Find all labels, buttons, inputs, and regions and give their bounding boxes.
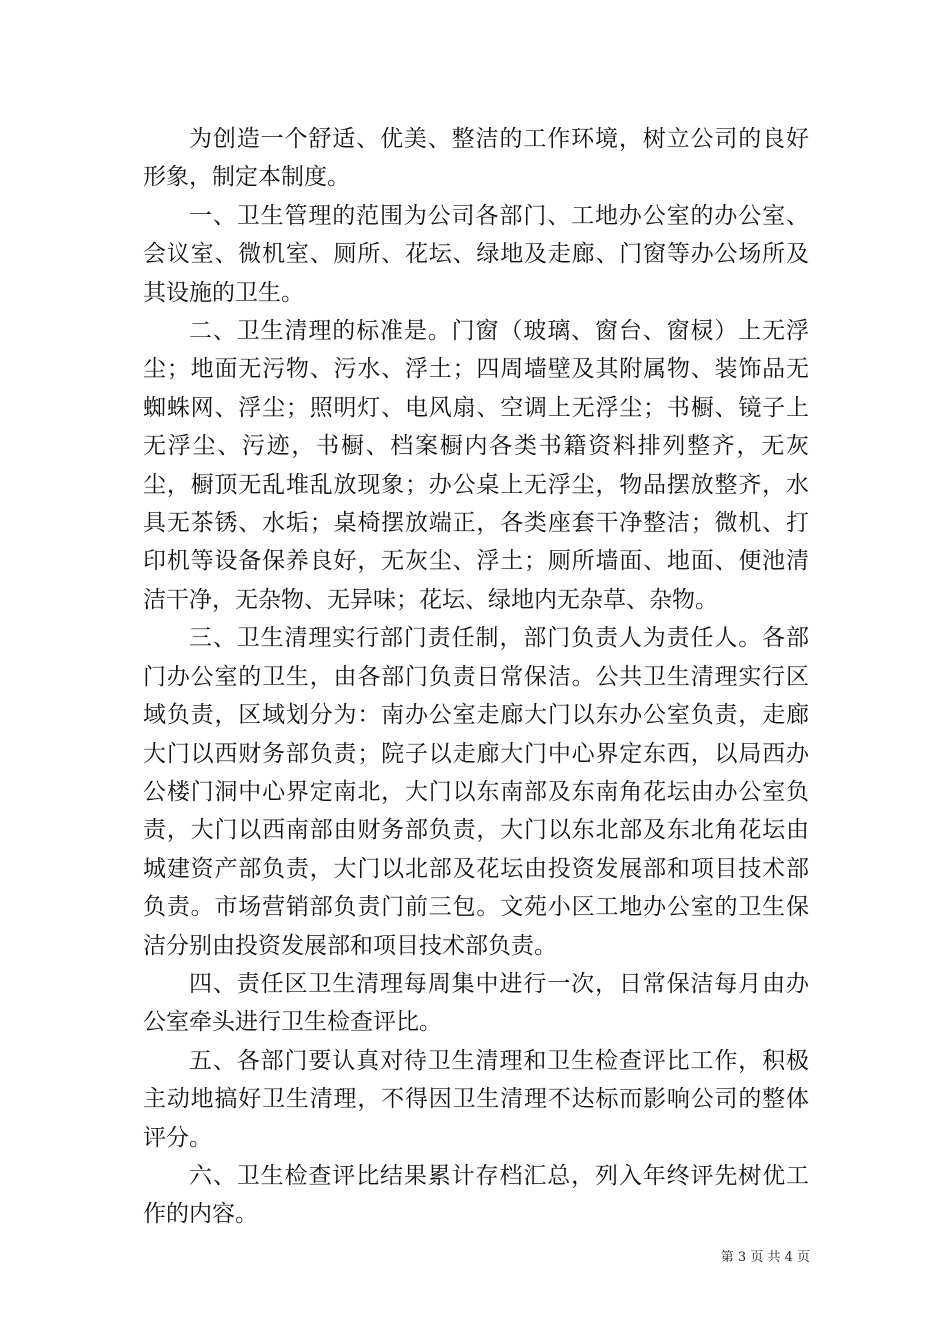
paragraph-schedule: 四、责任区卫生清理每周集中进行一次，日常保洁每月由办公室牵头进行卫生检查评比。 bbox=[143, 970, 809, 1036]
paragraph-scope: 一、卫生管理的范围为公司各部门、工地办公室的办公室、会议室、微机室、厕所、花坛、绿地及走廊、门窗等办公场所及其设施的卫生。 bbox=[143, 202, 809, 306]
page-number-footer: 第 3 页 共 4 页 bbox=[720, 1250, 810, 1265]
document-body bbox=[143, 120, 809, 1234]
paragraph-intro: 为创造一个舒适、优美、整洁的工作环境，树立公司的良好形象，制定本制度。 bbox=[143, 126, 809, 191]
paragraph-requirements: 五、各部门要认真对待卫生清理和卫生检查评比工作，积极主动地搞好卫生清理，不得因卫生清理不达标而影响公司的整体评分。 bbox=[143, 1047, 809, 1151]
paragraph-results: 六、卫生检查评比结果累计存档汇总，列入年终评先树优工作的内容。 bbox=[143, 1162, 809, 1228]
paragraph-responsibility: 三、卫生清理实行部门责任制，部门负责人为责任人。各部门办公室的卫生，由各部门负责日常保洁。公共卫生清理实行区域负责，区域划分为：南办公室走廊大门以东办公室负责，走廊大门以西财务部负责；院子以走廊大门中心界定东西，以局西办公楼门洞中心界定南北，大门以东南部及东南角花坛由办公室负责，大门以西南部由财务部负责，大门以东北部及东北角花坛由城建资产部负责，大门以北部及花坛由投资发展部和项目技术部负责。市场营销部负责门前三包。文苑小区工地办公室的卫生保洁分别由投资发展部和项目技术部负责。 bbox=[143, 625, 809, 959]
paragraph-standards: 二、卫生清理的标准是。门窗（玻璃、窗台、窗棂）上无浮尘；地面无污物、污水、浮土；四周墙壁及其附属物、装饰品无蜘蛛网、浮尘；照明灯、电风扇、空调上无浮尘；书橱、镜子上无浮尘、污迹，书橱、档案橱内各类书籍资料排列整齐，无灰尘，橱顶无乱堆乱放现象；办公桌上无浮尘，物品摆放整齐，水具无茶锈、水垢；桌椅摆放端正，各类座套干净整洁；微机、打印机等设备保养良好，无灰尘、浮土；厕所墙面、地面、便池清洁干净，无杂物、无异味；花坛、绿地内无杂草、杂物。 bbox=[143, 318, 809, 613]
